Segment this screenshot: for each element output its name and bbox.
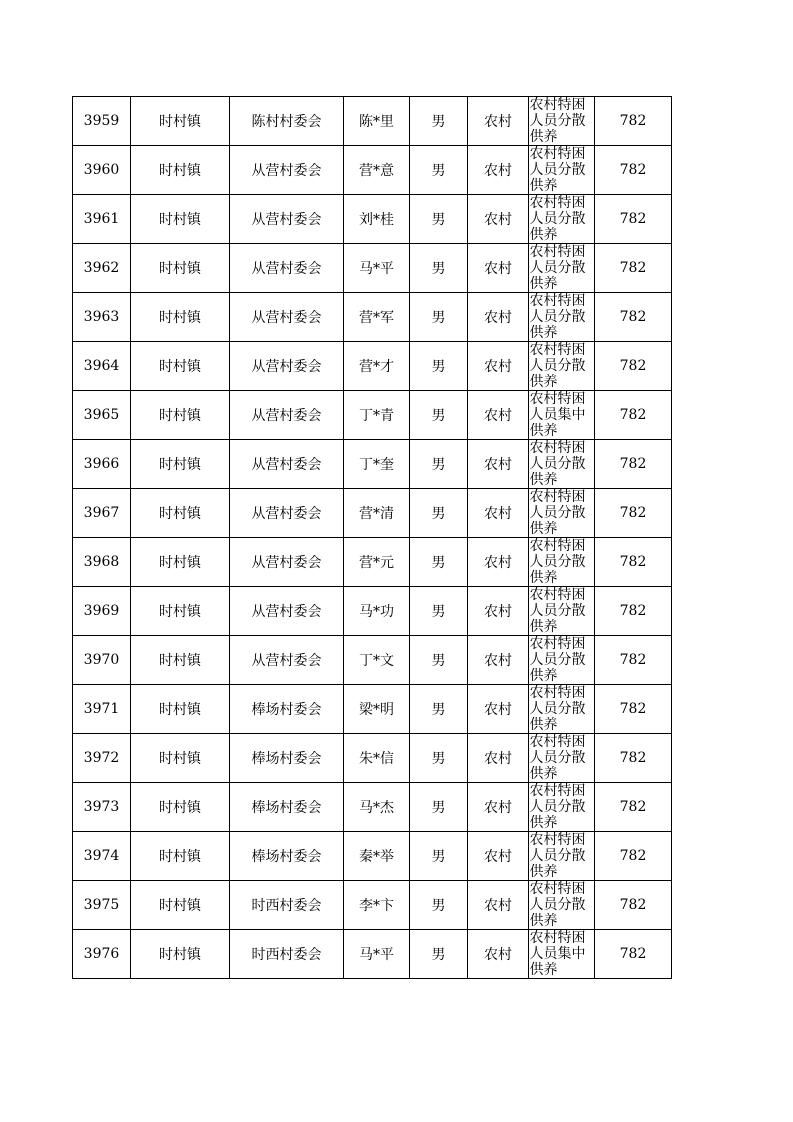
amount-cell: 782 [595,587,672,636]
village-committee-cell: 从营村委会 [230,440,344,489]
table-row [73,783,672,832]
gender-cell: 男 [410,881,468,930]
amount-cell: 782 [595,538,672,587]
person-name-cell: 营*清 [344,489,410,538]
gender-cell: 男 [410,587,468,636]
table-row [73,391,672,440]
assistance-category-text: 农村特困人员分散供养 [529,146,586,194]
village-committee-cell: 棒场村委会 [230,685,344,734]
person-name-cell: 丁*奎 [344,440,410,489]
area-type-cell: 农村 [468,195,529,244]
assistance-category-text: 农村特困人员分散供养 [529,587,586,635]
assistance-category-cell [529,195,595,244]
assistance-category-cell [529,832,595,881]
assistance-category-cell [529,930,595,979]
assistance-category-cell [529,734,595,783]
village-committee-cell: 时西村委会 [230,930,344,979]
row-number-cell: 3964 [73,342,131,391]
area-type-cell: 农村 [468,538,529,587]
village-committee-cell: 棒场村委会 [230,832,344,881]
assistance-category-cell [529,244,595,293]
amount-cell: 782 [595,930,672,979]
area-type-cell: 农村 [468,930,529,979]
assistance-category-text: 农村特困人员分散供养 [529,538,586,586]
assistance-category-text: 农村特困人员分散供养 [529,195,586,243]
assistance-category-text: 农村特困人员分散供养 [529,734,586,782]
person-name-cell: 丁*文 [344,636,410,685]
table-row [73,97,672,146]
village-committee-cell: 从营村委会 [230,146,344,195]
village-committee-cell: 棒场村委会 [230,734,344,783]
amount-cell: 782 [595,293,672,342]
village-committee-cell: 棒场村委会 [230,783,344,832]
person-name-cell: 丁*青 [344,391,410,440]
assistance-category-text: 农村特困人员分散供养 [529,97,586,145]
table-row [73,587,672,636]
assistance-category-text: 农村特困人员分散供养 [529,440,586,488]
town-cell: 时村镇 [131,440,230,489]
town-cell: 时村镇 [131,342,230,391]
person-name-cell: 营*才 [344,342,410,391]
village-committee-cell: 时西村委会 [230,881,344,930]
table-row [73,832,672,881]
assistance-category-text: 农村特困人员分散供养 [529,293,586,341]
person-name-cell: 李*卞 [344,881,410,930]
assistance-category-cell [529,440,595,489]
table-row [73,734,672,783]
row-number-cell: 3971 [73,685,131,734]
row-number-cell: 3962 [73,244,131,293]
assistance-category-cell [529,97,595,146]
village-committee-cell: 从营村委会 [230,195,344,244]
amount-cell: 782 [595,244,672,293]
person-name-cell: 梁*明 [344,685,410,734]
town-cell: 时村镇 [131,636,230,685]
row-number-cell: 3975 [73,881,131,930]
assistance-category-cell [529,146,595,195]
row-number-cell: 3970 [73,636,131,685]
person-name-cell: 营*军 [344,293,410,342]
gender-cell: 男 [410,146,468,195]
amount-cell: 782 [595,440,672,489]
village-committee-cell: 从营村委会 [230,489,344,538]
gender-cell: 男 [410,538,468,587]
assistance-category-cell [529,881,595,930]
amount-cell: 782 [595,489,672,538]
gender-cell: 男 [410,342,468,391]
town-cell: 时村镇 [131,930,230,979]
town-cell: 时村镇 [131,881,230,930]
person-name-cell: 马*平 [344,244,410,293]
village-committee-cell: 从营村委会 [230,636,344,685]
row-number-cell: 3972 [73,734,131,783]
assistance-category-cell [529,685,595,734]
amount-cell: 782 [595,832,672,881]
area-type-cell: 农村 [468,734,529,783]
table-row [73,881,672,930]
amount-cell: 782 [595,342,672,391]
table-row [73,930,672,979]
gender-cell: 男 [410,636,468,685]
gender-cell: 男 [410,734,468,783]
town-cell: 时村镇 [131,293,230,342]
assistance-category-cell [529,587,595,636]
assistance-category-cell [529,783,595,832]
assistance-category-text: 农村特困人员分散供养 [529,881,586,929]
row-number-cell: 3968 [73,538,131,587]
gender-cell: 男 [410,244,468,293]
table-row [73,146,672,195]
assistance-category-cell [529,489,595,538]
table-row [73,538,672,587]
assistance-category-cell [529,293,595,342]
town-cell: 时村镇 [131,195,230,244]
assistance-category-cell [529,636,595,685]
person-name-cell: 营*元 [344,538,410,587]
person-name-cell: 马*功 [344,587,410,636]
row-number-cell: 3959 [73,97,131,146]
amount-cell: 782 [595,146,672,195]
assistance-category-text: 农村特困人员分散供养 [529,489,586,537]
town-cell: 时村镇 [131,146,230,195]
person-name-cell: 刘*桂 [344,195,410,244]
assistance-category-cell [529,342,595,391]
row-number-cell: 3966 [73,440,131,489]
person-name-cell: 马*杰 [344,783,410,832]
row-number-cell: 3963 [73,293,131,342]
town-cell: 时村镇 [131,97,230,146]
gender-cell: 男 [410,832,468,881]
row-number-cell: 3969 [73,587,131,636]
village-committee-cell: 从营村委会 [230,342,344,391]
person-name-cell: 营*意 [344,146,410,195]
table-row [73,636,672,685]
town-cell: 时村镇 [131,391,230,440]
beneficiary-table [72,96,672,979]
area-type-cell: 农村 [468,832,529,881]
person-name-cell: 陈*里 [344,97,410,146]
village-committee-cell: 从营村委会 [230,293,344,342]
amount-cell: 782 [595,783,672,832]
row-number-cell: 3974 [73,832,131,881]
village-committee-cell: 从营村委会 [230,244,344,293]
village-committee-cell: 从营村委会 [230,587,344,636]
person-name-cell: 秦*举 [344,832,410,881]
row-number-cell: 3976 [73,930,131,979]
town-cell: 时村镇 [131,587,230,636]
table-row [73,685,672,734]
amount-cell: 782 [595,636,672,685]
amount-cell: 782 [595,195,672,244]
row-number-cell: 3973 [73,783,131,832]
area-type-cell: 农村 [468,97,529,146]
assistance-category-text: 农村特困人员分散供养 [529,342,586,390]
area-type-cell: 农村 [468,587,529,636]
amount-cell: 782 [595,734,672,783]
area-type-cell: 农村 [468,685,529,734]
gender-cell: 男 [410,293,468,342]
area-type-cell: 农村 [468,342,529,391]
town-cell: 时村镇 [131,783,230,832]
table-body [73,97,672,979]
table-row [73,342,672,391]
assistance-category-text: 农村特困人员分散供养 [529,832,586,880]
gender-cell: 男 [410,783,468,832]
gender-cell: 男 [410,391,468,440]
assistance-category-text: 农村特困人员分散供养 [529,685,586,733]
assistance-category-text: 农村特困人员分散供养 [529,244,586,292]
amount-cell: 782 [595,391,672,440]
table-row [73,195,672,244]
area-type-cell: 农村 [468,391,529,440]
person-name-cell: 马*平 [344,930,410,979]
table-row [73,244,672,293]
amount-cell: 782 [595,685,672,734]
table-row [73,440,672,489]
amount-cell: 782 [595,97,672,146]
gender-cell: 男 [410,930,468,979]
village-committee-cell: 陈村村委会 [230,97,344,146]
assistance-category-text: 农村特困人员分散供养 [529,783,586,831]
gender-cell: 男 [410,440,468,489]
gender-cell: 男 [410,195,468,244]
area-type-cell: 农村 [468,146,529,195]
row-number-cell: 3960 [73,146,131,195]
town-cell: 时村镇 [131,244,230,293]
area-type-cell: 农村 [468,440,529,489]
table-row [73,489,672,538]
area-type-cell: 农村 [468,489,529,538]
area-type-cell: 农村 [468,244,529,293]
area-type-cell: 农村 [468,881,529,930]
table-row [73,293,672,342]
town-cell: 时村镇 [131,685,230,734]
town-cell: 时村镇 [131,734,230,783]
row-number-cell: 3967 [73,489,131,538]
area-type-cell: 农村 [468,636,529,685]
assistance-category-text: 农村特困人员集中供养 [529,391,586,439]
gender-cell: 男 [410,489,468,538]
person-name-cell: 朱*信 [344,734,410,783]
assistance-category-text: 农村特困人员分散供养 [529,636,586,684]
amount-cell: 782 [595,881,672,930]
area-type-cell: 农村 [468,293,529,342]
assistance-category-text: 农村特困人员集中供养 [529,930,586,978]
gender-cell: 男 [410,97,468,146]
town-cell: 时村镇 [131,489,230,538]
row-number-cell: 3965 [73,391,131,440]
assistance-category-cell [529,391,595,440]
assistance-category-cell [529,538,595,587]
village-committee-cell: 从营村委会 [230,538,344,587]
gender-cell: 男 [410,685,468,734]
village-committee-cell: 从营村委会 [230,391,344,440]
area-type-cell: 农村 [468,783,529,832]
town-cell: 时村镇 [131,832,230,881]
row-number-cell: 3961 [73,195,131,244]
town-cell: 时村镇 [131,538,230,587]
